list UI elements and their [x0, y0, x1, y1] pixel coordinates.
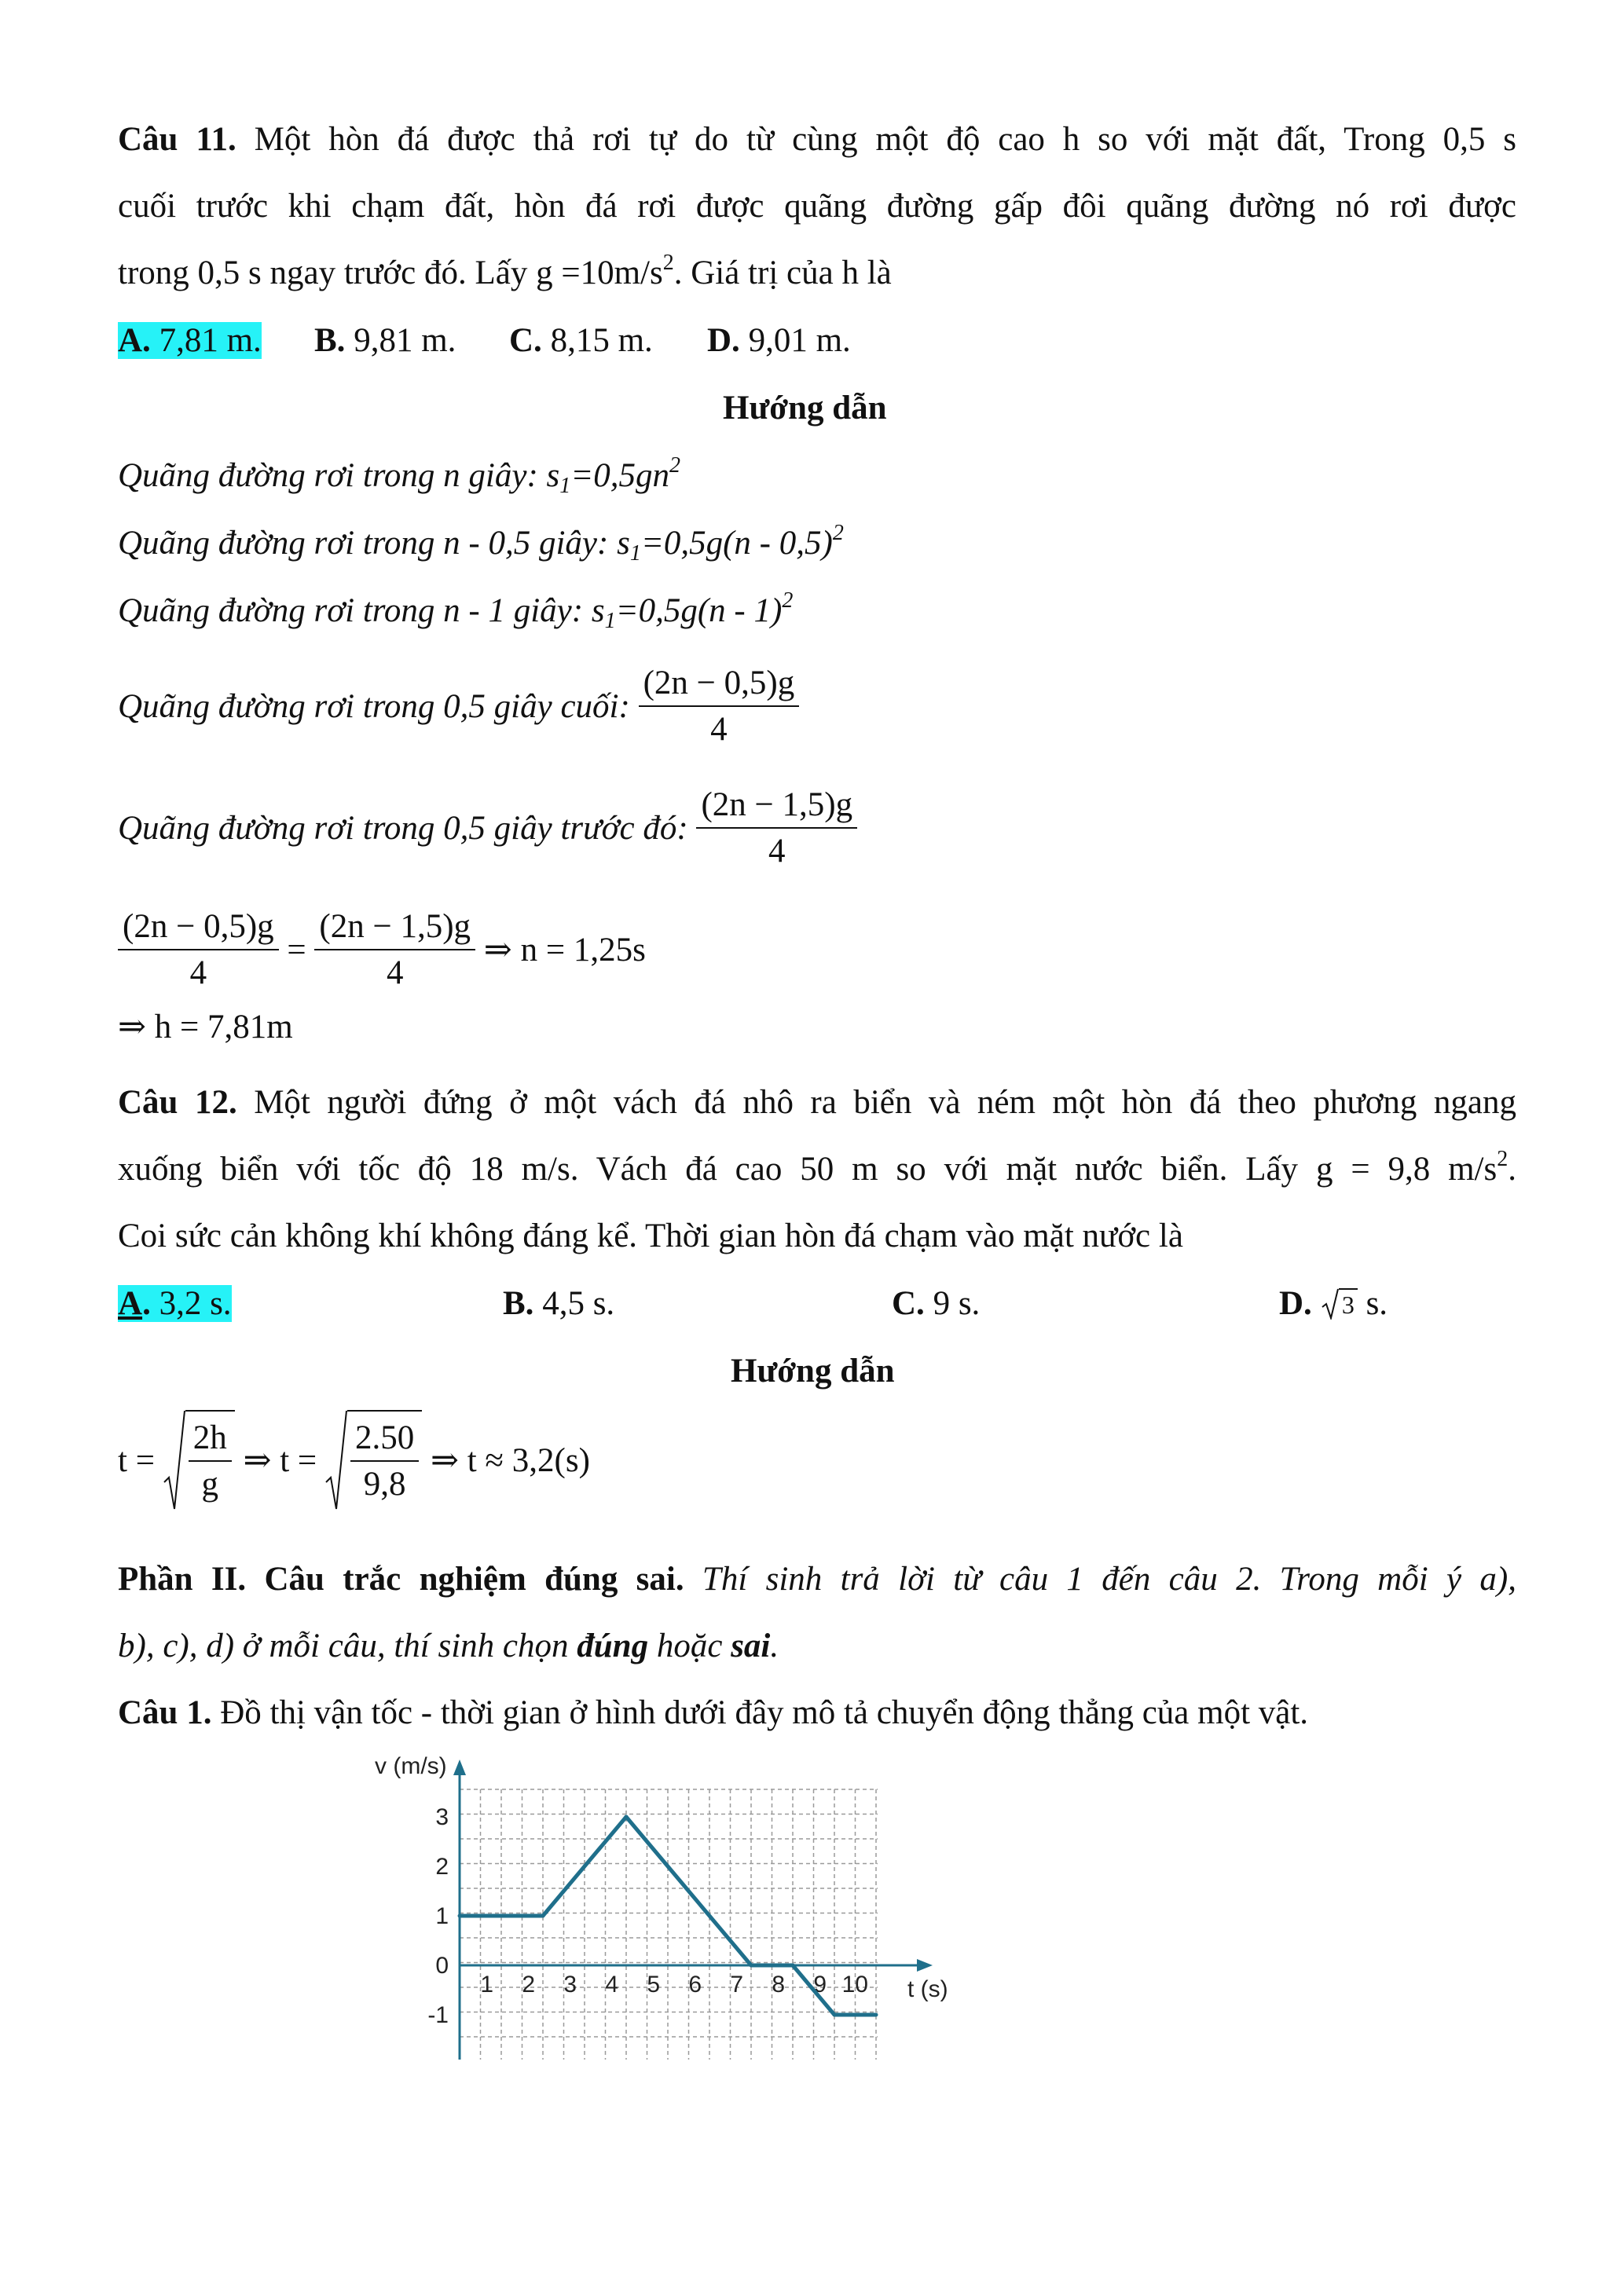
data-point	[791, 1964, 795, 1968]
q12-guide-title: Hướng dẫn	[731, 1353, 895, 1390]
x-tick-label: 3	[563, 1972, 577, 1998]
data-point	[750, 1964, 753, 1968]
eq-rhs-numerator: (2n − 1,5)g	[314, 907, 475, 950]
q12-line-3: Coi sức cản không khí không đáng kể. Thời gian hòn đá chạm vào mặt nước là	[118, 1218, 1183, 1254]
x-axis-arrow-icon	[917, 1959, 933, 1972]
sqrt-symbol	[1322, 1288, 1358, 1320]
data-point	[874, 2013, 878, 2017]
q11-guide-line-2	[118, 523, 844, 564]
part2-text-true: đúng	[577, 1628, 649, 1664]
q11-option-c-text: 8,15 m.	[541, 322, 653, 359]
eq-result: ⇒ n = 1,25s	[475, 932, 646, 969]
x-tick-label: 2	[522, 1972, 535, 1998]
radical-sign-icon	[325, 1410, 347, 1511]
g5-text: Quãng đường rơi trong 0,5 giây trước đó:	[118, 809, 697, 847]
x-tick-label: 8	[772, 1972, 785, 1998]
part2-text-false: sai	[731, 1628, 771, 1664]
q11-guide-line-1	[118, 453, 681, 498]
x-tick-label: 5	[647, 1972, 660, 1998]
q11-line-2: cuối trước khi chạm đất, hòn đá rơi được quãng đường gấp đôi quãng đường nó rơi được	[118, 188, 1516, 225]
eq-lhs-numerator: (2n − 0,5)g	[118, 907, 279, 950]
part2-text-2a: b), c), d) ở mỗi câu, thí sinh chọn	[118, 1628, 577, 1664]
q12-text-2b: .	[1508, 1151, 1516, 1188]
g4-fraction	[639, 664, 800, 749]
q12-option-c-letter: C.	[892, 1285, 925, 1322]
q11-text-3b: . Giá trị của h là	[673, 255, 892, 291]
eq-lhs-denominator: 4	[189, 954, 207, 991]
q12-option-c[interactable]	[892, 1283, 980, 1324]
q12-formula	[118, 1410, 590, 1511]
f-t: t =	[118, 1441, 163, 1479]
data-point	[541, 1914, 545, 1918]
q12-text-1: Một người đứng ở một vách đá nhô ra biển và ném một hòn đá theo phương ngang	[236, 1084, 1516, 1121]
q11-line-3	[118, 253, 892, 294]
q11-equation-2: ⇒ h = 7,81m	[118, 1009, 293, 1045]
q12-option-b[interactable]	[503, 1283, 614, 1324]
part2-title: Phần II. Câu trắc nghiệm đúng sai.	[118, 1561, 684, 1598]
f-den-1: g	[201, 1466, 218, 1503]
g4-denominator: 4	[710, 711, 728, 748]
g2-sub: 1	[629, 541, 641, 566]
f-num-2: 2.50	[350, 1419, 419, 1462]
radical-sign-icon	[163, 1410, 185, 1511]
sqrt-2	[325, 1410, 422, 1511]
q11-option-d-letter: D.	[707, 322, 740, 359]
q12-option-a-dot: .	[142, 1285, 151, 1322]
g2-formula: =0,5g(n - 0,5)	[640, 525, 833, 562]
q12-option-a[interactable]	[118, 1283, 232, 1324]
x-tick-label: 10	[841, 1972, 868, 1998]
y-axis-arrow-icon	[453, 1760, 466, 1775]
data-point	[458, 1914, 462, 1918]
g4-numerator: (2n − 0,5)g	[639, 664, 800, 707]
q11-text-1: Một hòn đá được thả rơi tự do từ cùng một độ cao h so với mặt đất, Trong 0,5 s	[236, 121, 1516, 158]
x-tick-label: 7	[730, 1972, 743, 1998]
q11-text-3a: trong 0,5 s ngay trước đó. Lấy g =10m/s	[118, 255, 663, 291]
part2-text-2c: hoặc	[648, 1628, 731, 1664]
g2-text: Quãng đường rơi trong n - 0,5 giây: s	[118, 525, 630, 562]
q11-equation	[118, 907, 646, 992]
q1-text: Đồ thị vận tốc - thời gian ở hình dưới đây mô tả chuyển động thẳng của một vật.	[211, 1694, 1309, 1731]
y-tick-label: 3	[435, 1804, 449, 1830]
part2-text-2e: .	[770, 1628, 779, 1664]
g4-text: Quãng đường rơi trong 0,5 giây cuối:	[118, 687, 639, 725]
q1-label: Câu 1.	[118, 1694, 212, 1731]
q12-sup: 2	[1497, 1147, 1509, 1171]
q11-guide-line-4	[118, 664, 799, 749]
q11-option-d[interactable]	[707, 320, 851, 361]
f-den-2: 9,8	[363, 1466, 406, 1503]
eq-lhs-fraction	[118, 907, 279, 992]
q12-option-a-text: 3,2 s.	[150, 1285, 232, 1322]
x-tick-label: 1	[480, 1972, 493, 1998]
y-tick-label: 0	[435, 1953, 449, 1979]
y-axis-label: v (m/s)	[375, 1753, 447, 1779]
q11-line-1	[118, 119, 1516, 160]
y-tick-label: 1	[435, 1903, 449, 1929]
q11-option-b-letter: B.	[314, 322, 346, 359]
f-mid: ⇒ t =	[234, 1442, 325, 1479]
q11-guide-line-5	[118, 785, 857, 870]
q11-guide-line-3	[118, 588, 794, 633]
part2-text-1: Thí sinh trả lời từ câu 1 đến câu 2. Trong mỗi ý a),	[684, 1561, 1516, 1598]
chart-grid	[460, 1789, 878, 2060]
chart-svg	[357, 1752, 970, 2089]
g2-sup: 2	[832, 521, 844, 545]
q11-option-c[interactable]	[509, 320, 653, 361]
q11-option-c-letter: C.	[509, 322, 542, 359]
velocity-time-chart	[357, 1752, 970, 2098]
q12-option-b-letter: B.	[503, 1285, 534, 1322]
g5-fraction	[696, 785, 857, 870]
sqrt-2-radicand	[347, 1410, 422, 1511]
q11-option-a[interactable]	[118, 320, 262, 361]
radical-sign-icon	[1322, 1288, 1339, 1320]
g5-numerator: (2n − 1,5)g	[696, 785, 857, 829]
q12-answer-highlight	[118, 1285, 232, 1322]
g1-formula: =0,5gn	[570, 457, 670, 494]
q12-option-a-letter: A	[118, 1285, 143, 1322]
y-tick-label: 2	[435, 1854, 449, 1880]
y-tick-label: -1	[427, 2002, 449, 2028]
x-tick-label: 9	[813, 1972, 827, 1998]
g1-sup: 2	[669, 453, 681, 478]
g3-formula: =0,5g(n - 1)	[615, 592, 783, 629]
g3-sup: 2	[782, 588, 794, 613]
part2-line-2	[118, 1626, 779, 1667]
q12-line-2	[118, 1149, 1516, 1190]
f-end: ⇒ t ≈ 3,2(s)	[422, 1442, 590, 1479]
eq-rhs-fraction	[314, 907, 475, 992]
q11-sup: 2	[662, 251, 674, 275]
q12-label: Câu 12.	[118, 1084, 237, 1121]
x-tick-label: 6	[688, 1972, 702, 1998]
data-point	[833, 2013, 837, 2017]
q12-option-d-radicand: 3	[1339, 1288, 1358, 1320]
q12-option-b-text: 4,5 s.	[533, 1285, 615, 1322]
q11-answer-highlight	[118, 322, 262, 359]
sqrt-1	[163, 1410, 235, 1511]
g3-text: Quãng đường rơi trong n - 1 giây: s	[118, 592, 605, 629]
g3-sub: 1	[604, 609, 616, 633]
f-fraction-1	[189, 1419, 232, 1503]
q11-option-d-text: 9,01 m.	[739, 322, 851, 359]
q12-option-c-text: 9 s.	[924, 1285, 981, 1322]
g5-denominator: 4	[768, 833, 786, 870]
part2-line-1	[118, 1559, 1516, 1600]
q11-option-a-text: 7,81 m.	[150, 322, 262, 359]
q12-text-2a: xuống biển với tốc độ 18 m/s. Vách đá cao 50 m so với mặt nước biển. Lấy g = 9,8 m/s	[118, 1151, 1498, 1188]
eq-rhs-denominator: 4	[386, 954, 404, 991]
g1-text: Quãng đường rơi trong n giây: s	[118, 457, 560, 494]
q12-option-d[interactable]	[1279, 1283, 1388, 1324]
q1-line	[118, 1693, 1308, 1734]
q12-line-1	[118, 1082, 1516, 1123]
q11-option-a-letter: A.	[118, 322, 151, 359]
x-axis-label: t (s)	[907, 1976, 948, 2002]
q12-option-d-text: s.	[1357, 1285, 1388, 1322]
f-fraction-2	[350, 1419, 419, 1503]
data-point	[625, 1815, 629, 1819]
q12-option-d-letter: D.	[1279, 1285, 1312, 1322]
f-num-1: 2h	[189, 1419, 232, 1462]
q11-option-b-text: 9,81 m.	[345, 322, 456, 359]
eq-equals: =	[278, 931, 315, 969]
q11-guide-title: Hướng dẫn	[723, 390, 887, 427]
q11-label: Câu 11.	[118, 121, 236, 158]
sqrt-1-radicand	[185, 1410, 235, 1511]
q11-option-b[interactable]	[314, 320, 456, 361]
x-tick-label: 4	[605, 1972, 618, 1998]
g1-sub: 1	[559, 474, 571, 498]
